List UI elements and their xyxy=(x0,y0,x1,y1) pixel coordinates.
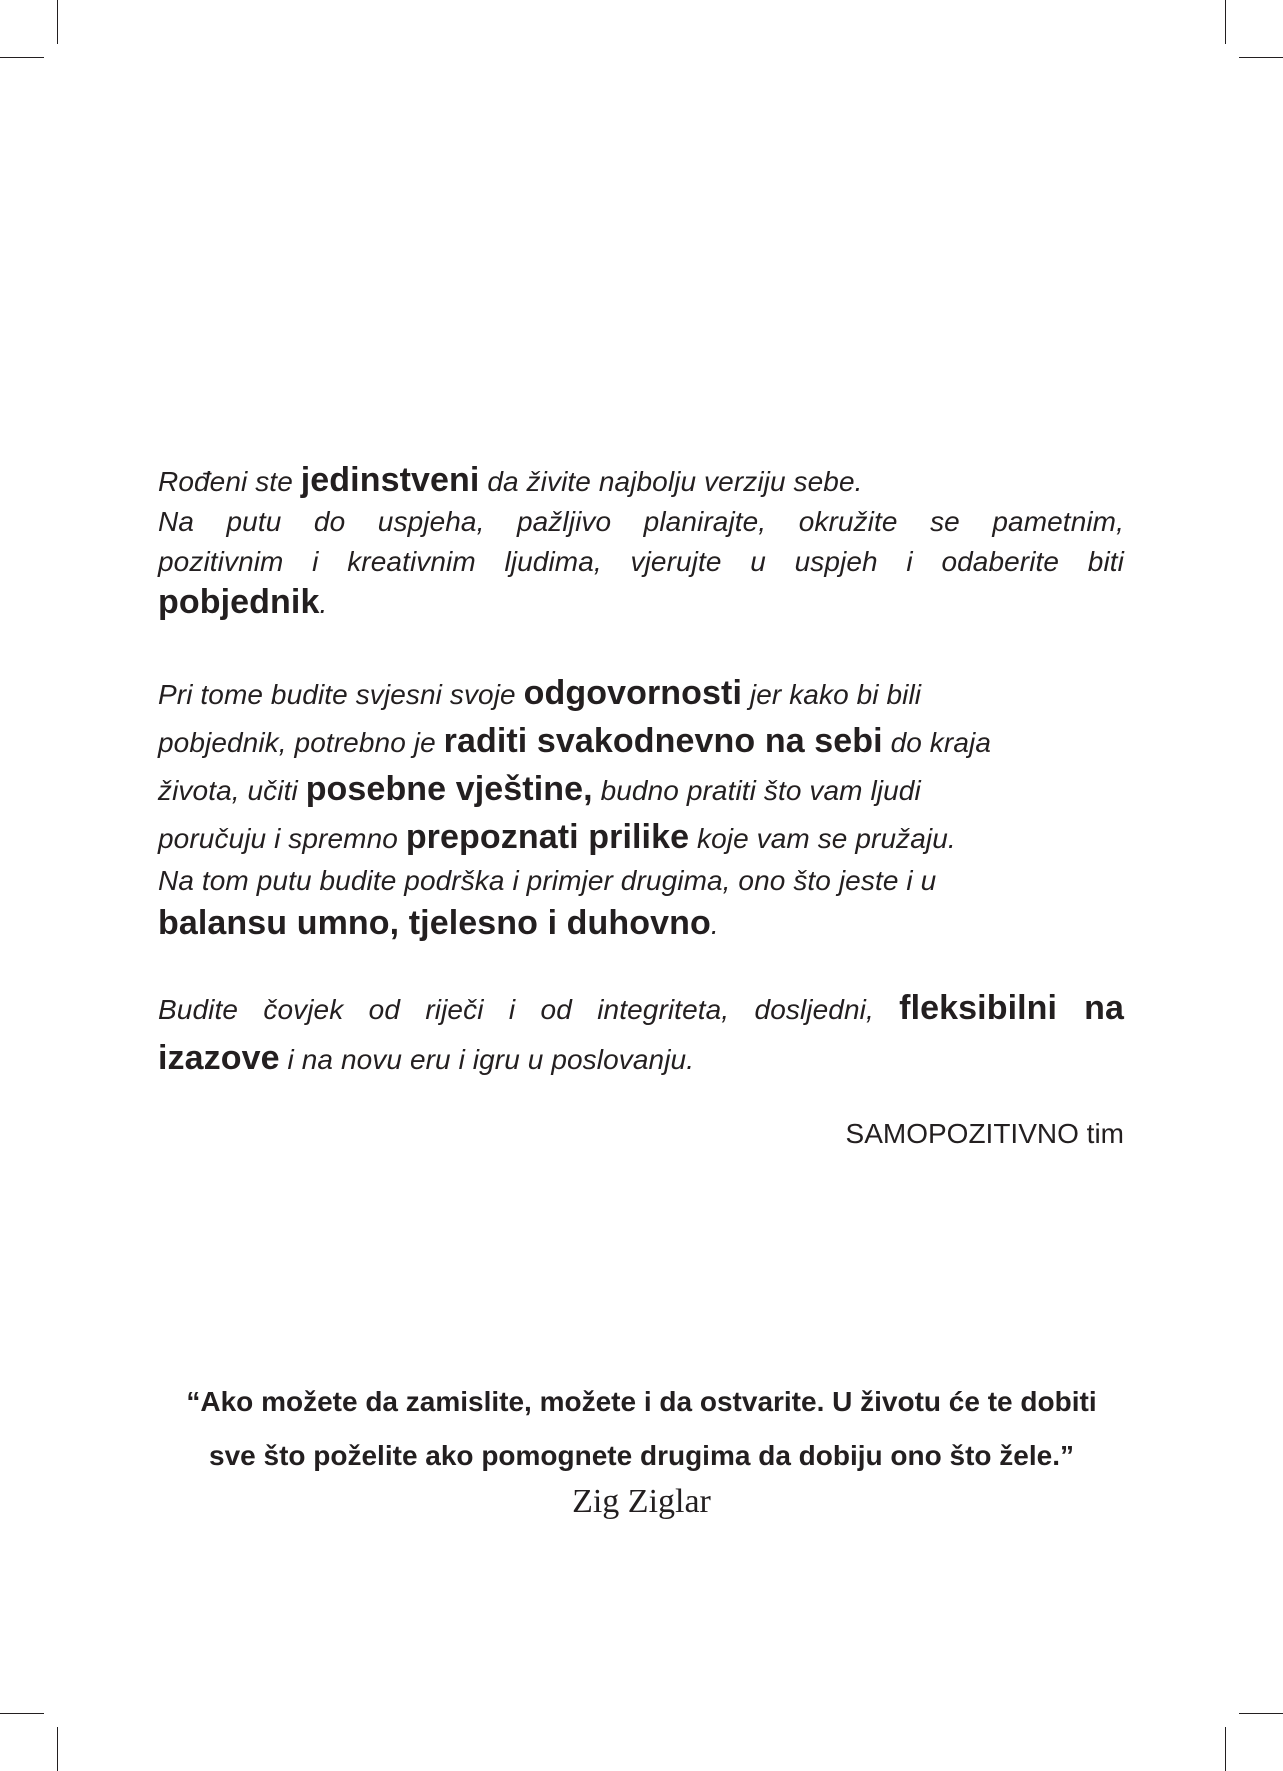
paragraph-intro-line-2: Na putu do uspjeha, pažljivo planirajte, okružite se pametnim, xyxy=(158,506,1124,537)
emphasis-izazove: izazove xyxy=(158,1039,280,1077)
emphasis-odgovornosti: odgovornosti xyxy=(523,674,743,712)
paragraph-intro-line-1: Rođeni ste jedinstveni da živite najbolju verziju sebe. xyxy=(158,461,863,499)
quote-line-1: “Ako možete da zamislite, možete i da ostvarite. U životu će te dobiti xyxy=(186,1386,1097,1417)
crop-mark-top-right-vertical xyxy=(1225,0,1226,44)
paragraph-responsibility-line-4: poručuju i spremno prepoznati prilike koje vam se pružaju. xyxy=(158,818,956,856)
paragraph-responsibility-line-1: Pri tome budite svjesni svoje odgovornosti jer kako bi bili xyxy=(158,674,922,712)
emphasis-pobjednik: pobjednik xyxy=(158,583,320,621)
quote-line-2: sve što poželite ako pomognete drugima da dobiju ono što žele.” xyxy=(209,1440,1074,1471)
emphasis-posebne-vjestine: posebne vještine, xyxy=(305,770,593,808)
emphasis-prepoznati-prilike: prepoznati prilike xyxy=(405,818,690,856)
emphasis-balansu: balansu umno, tjelesno i duhovno xyxy=(158,904,711,942)
crop-mark-top-right-horizontal xyxy=(1239,57,1283,58)
crop-mark-bottom-right-horizontal xyxy=(1239,1713,1283,1714)
emphasis-fleksibilni: fleksibilni na xyxy=(899,989,1124,1027)
paragraph-intro-line-4: pobjednik. xyxy=(158,583,328,621)
paragraph-intro-line-3: pozitivnim i kreativnim ljudima, vjerujte u uspjeh i odaberite biti xyxy=(158,546,1124,577)
paragraph-responsibility-line-3: života, učiti posebne vještine, budno pratiti što vam ljudi xyxy=(158,770,921,808)
paragraph-responsibility-line-2: pobjednik, potrebno je raditi svakodnevno na sebi do kraja xyxy=(158,722,991,760)
paragraph-responsibility-line-5: Na tom putu budite podrška i primjer drugima, ono što jeste i u xyxy=(158,865,937,896)
quote-block xyxy=(0,1375,1283,1483)
paragraph-responsibility-line-6: balansu umno, tjelesno i duhovno. xyxy=(158,904,719,942)
signature: SAMOPOZITIVNO tim xyxy=(845,1118,1124,1149)
paragraph-responsibility xyxy=(158,670,1124,948)
paragraph-integrity xyxy=(158,984,1124,1084)
crop-mark-bottom-left-vertical xyxy=(57,1727,58,1771)
crop-mark-top-left-horizontal xyxy=(0,57,44,58)
crop-mark-bottom-right-vertical xyxy=(1225,1727,1226,1771)
emphasis-jedinstveni: jedinstveni xyxy=(300,461,480,499)
paragraph-integrity-line-1: Budite čovjek od riječi i od integriteta, dosljedni, fleksibilni na xyxy=(158,989,1124,1027)
quote-author: Zig Ziglar xyxy=(572,1483,711,1520)
crop-mark-top-left-vertical xyxy=(57,0,58,44)
paragraph-integrity-line-2: izazove i na novu eru i igru u poslovanju. xyxy=(158,1039,695,1077)
paragraph-intro xyxy=(158,460,1124,624)
emphasis-raditi-svakodnevno: raditi svakodnevno na sebi xyxy=(443,722,883,760)
crop-mark-bottom-left-horizontal xyxy=(0,1713,44,1714)
